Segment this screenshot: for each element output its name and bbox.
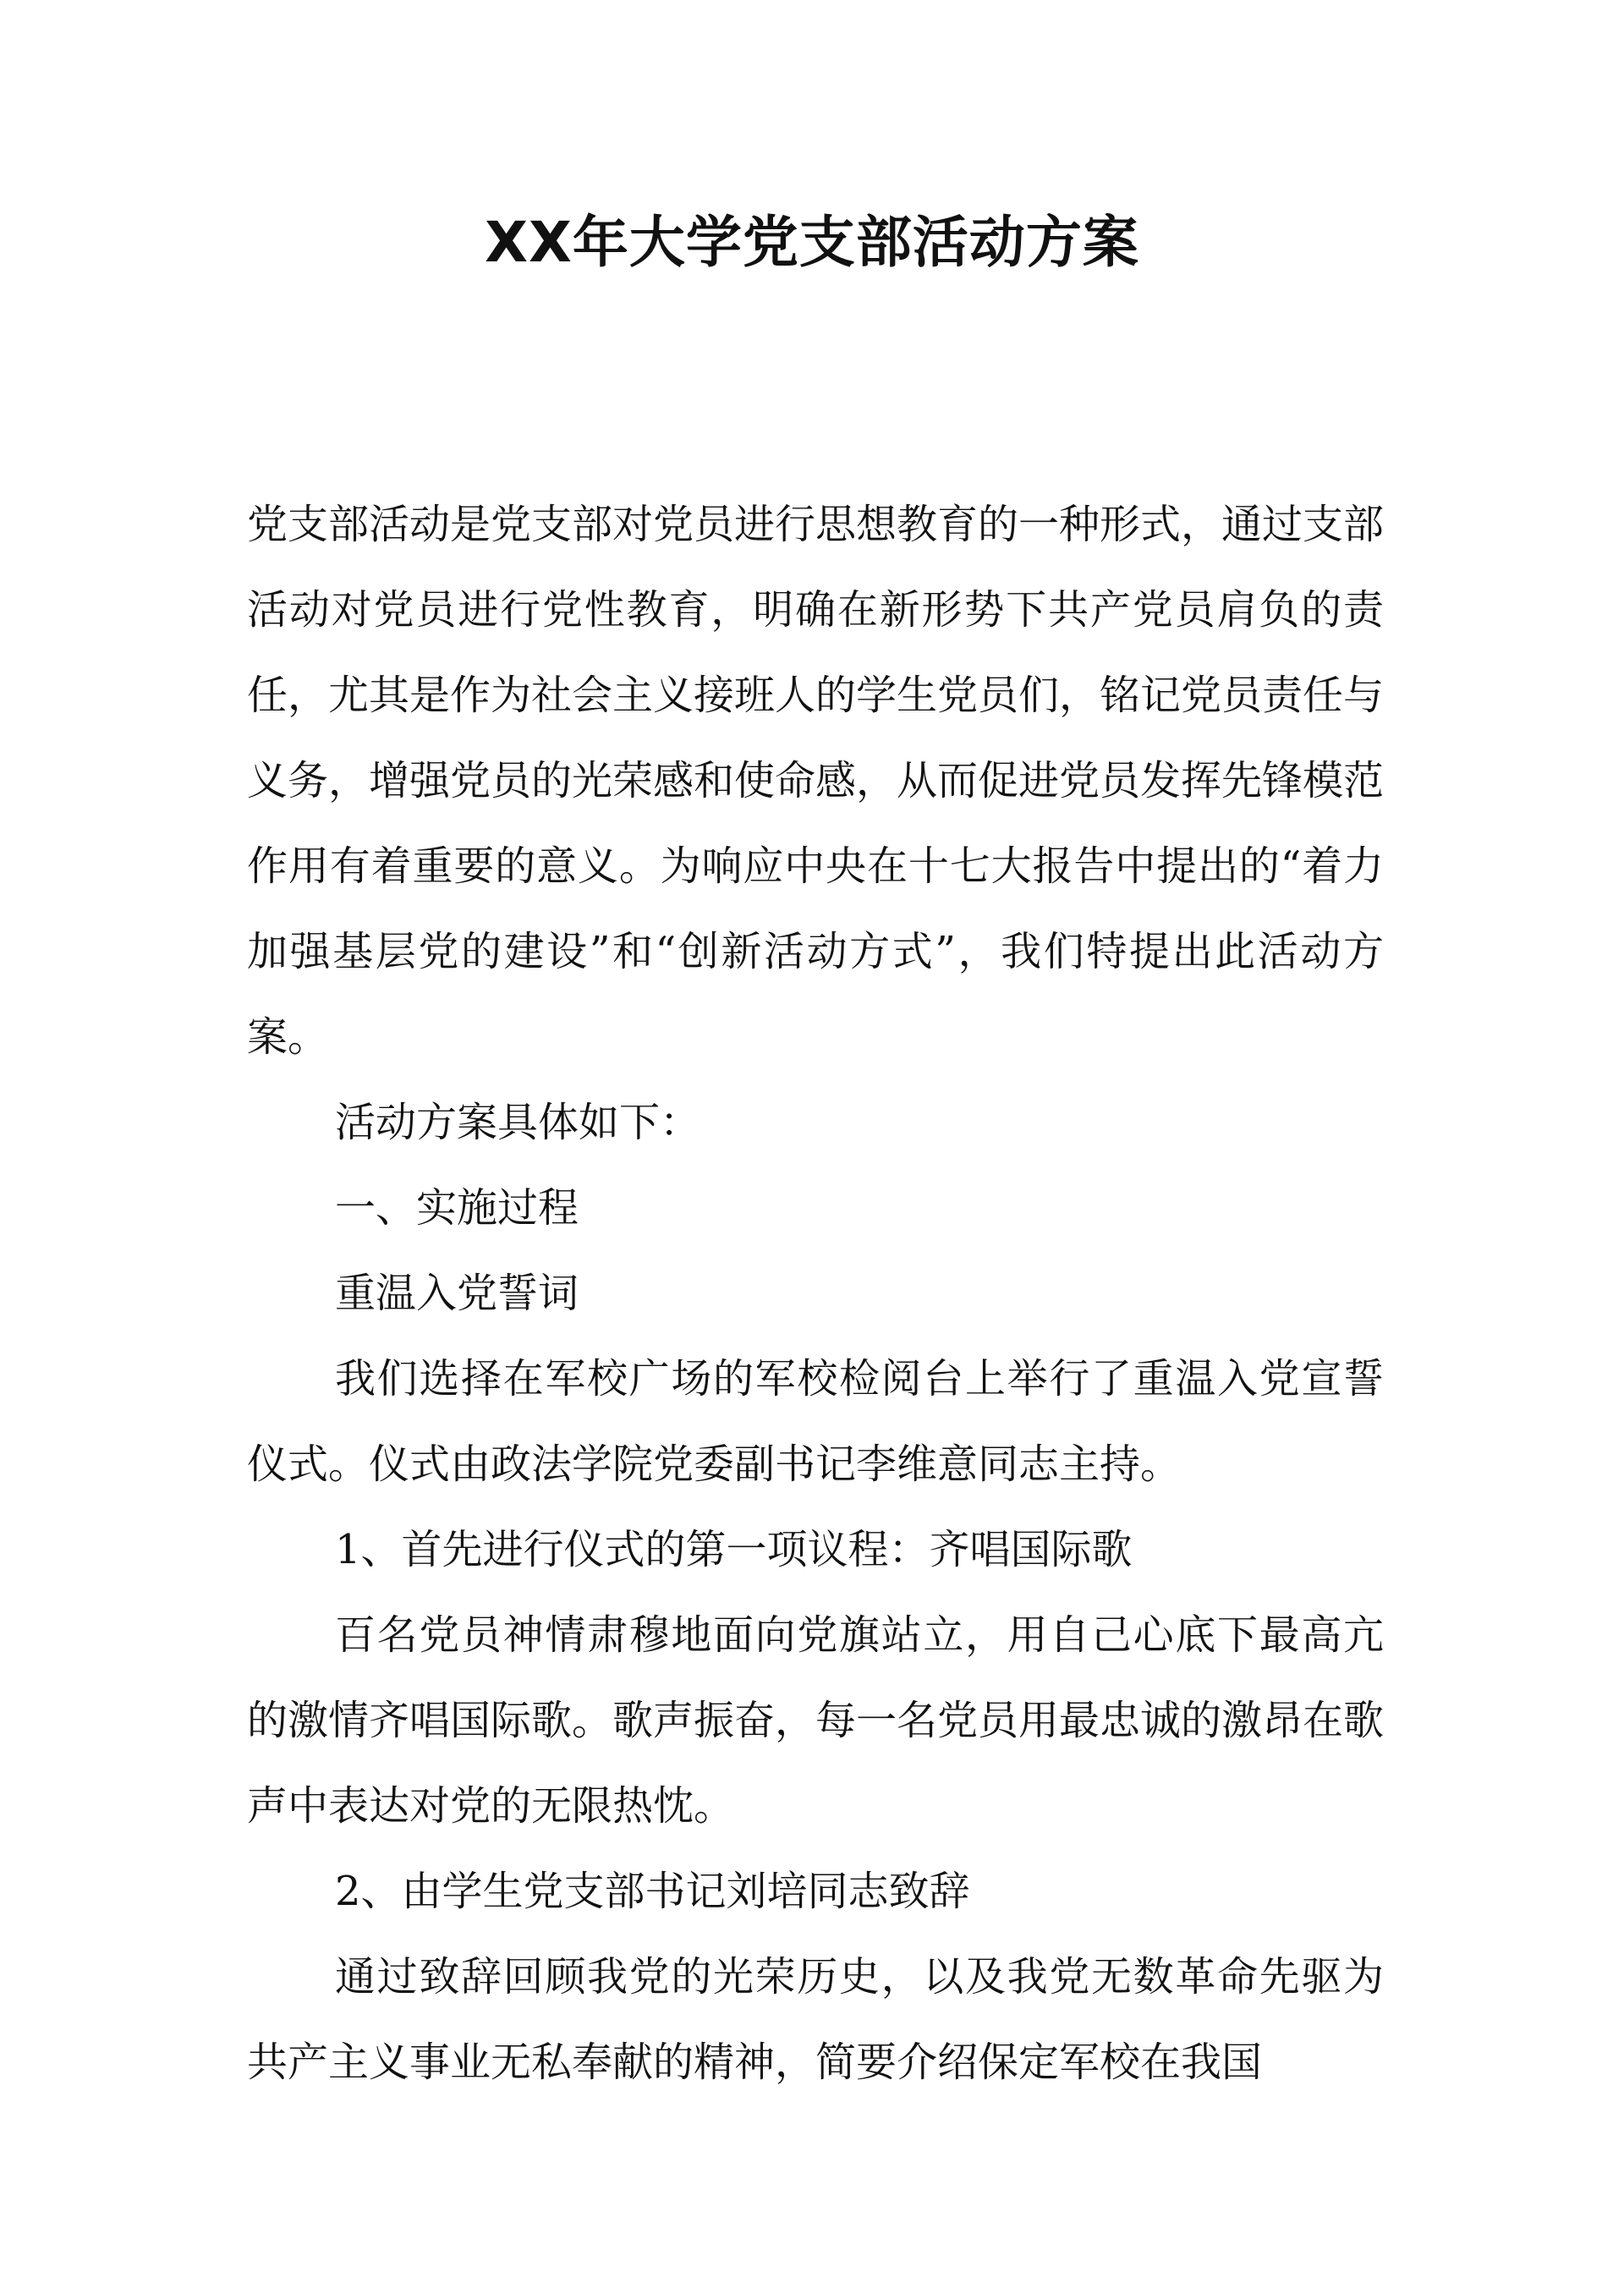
paragraph-anthem: 百名党员神情肃穆地面向党旗站立，用自己心底下最高亢的激情齐唱国际歌。歌声振奋，每一名党员用最忠诚的激昂在歌声中表达对党的无限热忱。 bbox=[247, 1611, 1385, 1830]
paragraph-intro: 党支部活动是党支部对党员进行思想教育的一种形式，通过支部活动对党员进行党性教育，明确在新形势下共产党员肩负的责任，尤其是作为社会主义接班人的学生党员们，铭记党员责任与义务，增强党员的光荣感和使命感，从而促进党员发挥先锋模范作用有着重要的意义。为响应中央在十七大报告中提出的“着力加强基层党的建设”和“创新活动方式”，我们特提出此活动方案。 bbox=[247, 501, 1385, 1061]
section-heading-process: 一、实施过程 bbox=[335, 1184, 579, 1232]
subheading-oath: 重温入党誓词 bbox=[335, 1270, 579, 1317]
paragraph-ceremony: 我们选择在军校广场的军校检阅台上举行了重温入党宣誓仪式。仪式由政法学院党委副书记李维意同志主持。 bbox=[247, 1355, 1384, 1488]
list-item-2: 2、由学生党支部书记刘培同志致辞 bbox=[335, 1868, 970, 1915]
paragraph-plan-intro: 活动方案具体如下： bbox=[335, 1099, 701, 1146]
document-title: XX年大学党支部活动方案 bbox=[485, 210, 1139, 275]
list-item-1: 1、首先进行仪式的第一项议程：齐唱国际歌 bbox=[335, 1526, 1133, 1573]
document-body bbox=[247, 482, 1384, 2105]
paragraph-speech: 通过致辞回顾我党的光荣历史，以及我党无数革命先驱为共产主义事业无私奉献的精神，简要介绍保定军校在我国 bbox=[247, 1953, 1384, 2086]
